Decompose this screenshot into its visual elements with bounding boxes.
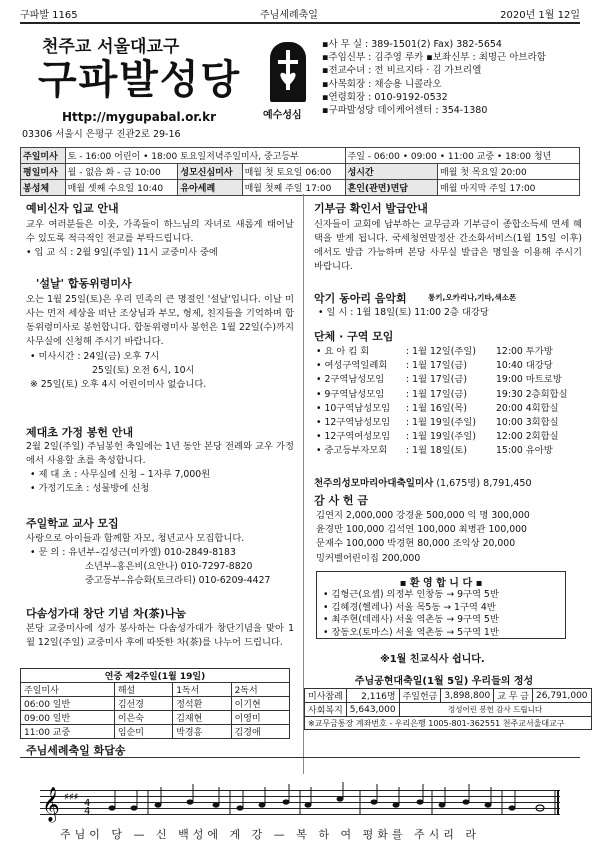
- hymn-rule: [20, 757, 580, 758]
- page-header: [20, 6, 580, 20]
- table-cell: 26,791,000: [533, 689, 592, 703]
- list-item: 25일(토) 오전 6시, 10시: [92, 365, 195, 377]
- section-title: 주일학교 교사 모집: [26, 517, 119, 530]
- section-body: 신자들이 교회에 납부하는 교무금과 기부금이 종합소득세 면세 혜택을 받게 됩니다. 국세청연말정산 간소화서비스(1월 15일 이후)에서도 발급 가능하며 본당 사무실 발급은 명일을 이용해 주시기 바랍니다.: [314, 219, 582, 272]
- list-item: • 12구역남성모임 : 1월 19일(주일) 10:00 3회합실: [316, 417, 559, 429]
- parish-name: 구파발성당: [38, 57, 242, 103]
- table-cell: 이은숙: [114, 711, 172, 725]
- ministry-title: 연중 제2주일(1월 19일): [21, 669, 290, 683]
- emblem-label: 예수성심: [263, 110, 302, 121]
- table-row: [21, 164, 580, 180]
- info-line: ▪전교수녀 : 전 비르지타 · 김 가브리엘: [322, 65, 482, 77]
- info-line: ▪구파발성당 데이케어센터 : 354-1380: [322, 105, 488, 117]
- list-item: 윤경만 100,000 김석연 100,000 최병관 100,000: [316, 524, 527, 536]
- table-row: [21, 725, 290, 739]
- issue-date: 2020년 1월 12일: [500, 10, 580, 21]
- svg-text:♯♯♯: ♯♯♯: [64, 792, 79, 803]
- table-row: [305, 703, 592, 717]
- section-body: 사랑으로 아이들과 함께할 자모, 청년교사 모집합니다.: [26, 533, 245, 544]
- section-title: 감 사 헌 금: [314, 494, 368, 507]
- schedule-cell: 매월 마지막 주일 17:00: [438, 180, 580, 196]
- diocese-label: 천주교 서울대교구: [42, 37, 180, 57]
- table-cell: 3,898,800: [441, 689, 494, 703]
- table-cell: 사회복지: [305, 703, 347, 717]
- welcome-title: ▪ 환 영 합 니 다 ▪: [399, 578, 483, 589]
- welcome-box: [316, 571, 566, 639]
- table-header: 1독서: [173, 683, 231, 697]
- section-title: 기부금 확인서 발급안내: [314, 202, 428, 215]
- schedule-label: 평일미사: [21, 164, 66, 180]
- section-title: 다솜성가대 창단 기념 차(茶)나눔: [26, 607, 187, 620]
- music-instruments: 통키,오카리나,기타,색소폰: [428, 293, 517, 302]
- table-cell: 06:00 일반: [21, 697, 115, 711]
- hymn-title: 주님세례축일 화답송: [26, 744, 126, 757]
- list-item: • 최주현(데레사) 서울 역촌동 → 9구역 5반: [323, 614, 499, 625]
- section-item: • 입 교 식 : 2월 9일(주일) 11시 교중미사 중에: [26, 247, 218, 258]
- bank-account-note: ※교무금통장 계좌번호 - 우리은행 1005-801-362551 천주교서울대교구: [305, 717, 592, 730]
- group-meetings-list: [316, 345, 582, 459]
- offering-title: 주님공현대축일(1월 5일) 우리들의 정성: [354, 676, 534, 687]
- schedule-cell: 매월 첫 목요일 20:00: [438, 164, 580, 180]
- parish-url[interactable]: Http://mygupabal.or.kr: [62, 110, 217, 124]
- svg-text:𝄞: 𝄞: [42, 787, 60, 822]
- schedule-label: 성모신심미사: [178, 164, 242, 180]
- list-item: • 제 대 초 : 사무실에 신청 – 1자루 7,000원: [30, 469, 211, 480]
- list-item: 소년부–홍은비(요안나) 010-7297-8820: [85, 561, 253, 573]
- list-item: • 10구역남성모임 : 1월 16일(목) 20:00 4회합실: [316, 402, 559, 414]
- section-body: 오는 1월 25일(토)은 우리 민족의 큰 명절인 '설날'입니다. 이날 미사는 먼저 세상을 떠난 조상님과 부모, 형제, 친지들을 기억하며 합동위령미사로 봉헌합니다. 합동위령미사 봉헌은 1월 22일(수)까지 사무실에 신청해 주시기 바랍니다.: [26, 294, 294, 347]
- offering-table: [304, 688, 592, 730]
- section-title: 단체 · 구역 모임: [314, 330, 394, 343]
- section-title: 제대초 가정 봉헌 안내: [26, 426, 134, 439]
- list-item: • 가정기도초 : 성물방에 신청: [30, 483, 150, 495]
- section-body: 교우 여러분들은 이웃, 가족들이 하느님의 자녀로 새롭게 태어날 수 있도록 적극적인 전교를 부탁드립니다.: [26, 219, 294, 244]
- list-item: • 중고등부자모회 : 1월 18일(토) 15:00 유아방: [316, 445, 553, 457]
- table-row: [305, 717, 592, 730]
- list-item: • 미사시간 : 24일(금) 오후 7시: [30, 351, 160, 362]
- list-item: • 장동오(토마스) 서울 역촌동 → 5구역 1반: [323, 626, 499, 638]
- schedule-label: 주일미사: [21, 148, 66, 164]
- list-item: • 9구역남성모임 : 1월 17일(금) 19:30 2층회합실: [316, 388, 568, 400]
- parish-info: [322, 38, 584, 117]
- table-header: 해설: [114, 683, 172, 697]
- info-line: ▪연령회장 : 010-9192-0532: [322, 91, 448, 103]
- schedule-cell: 매월 첫 토요일 06:00: [242, 164, 345, 180]
- schedule-label: 봉성체: [21, 180, 66, 196]
- table-cell: 미사참례: [305, 689, 347, 703]
- music-staff: [40, 787, 560, 822]
- section-body: 2월 2일(주일) 주님봉헌 축일에는 1년 동안 본당 전례와 교우 가정에서 사용할 초를 축성합니다.: [26, 441, 294, 466]
- list-item: • 여성구역일례회 : 1월 17일(금) 10:40 대강당: [316, 360, 553, 372]
- svg-text:4: 4: [84, 798, 91, 809]
- section-body: 본당 교중미사에 성가 봉사하는 다솜성가대가 창단기념을 맞아 1월 12일(주일) 교중미사 후에 따뜻한 차(茶)를 나누어 드립니다.: [26, 623, 294, 648]
- table-row: [21, 683, 290, 697]
- schedule-cell: 매월 첫째 주일 17:00: [242, 180, 345, 196]
- table-cell: 정성어린 봉헌 감사 드립니다: [399, 703, 591, 717]
- list-item: 중고등부–유승화(토크라티) 010-6209-4427: [85, 575, 271, 587]
- hymn-lyrics: 주님이 당 — 신 백성에 게 강 — 복 하 여 평화를 주시리 라: [60, 828, 480, 841]
- list-item: • 2구역남성모임 : 1월 17일(금) 19:00 마트로방: [316, 374, 562, 386]
- schedule-cell: 월 - 없음 화 - 금 10:00: [65, 164, 178, 180]
- table-cell: 김경애: [231, 725, 289, 739]
- schedule-label: 유아세례: [178, 180, 242, 196]
- table-row: [21, 711, 290, 725]
- section-item: • 일 시 : 1월 18일(토) 11:00 2층 대강당: [318, 307, 489, 318]
- first-communion-notice: ※1월 친교식사 쉽니다.: [380, 654, 485, 665]
- table-row: [305, 689, 592, 703]
- list-item: 김연지 2,000,000 강경윤 500,000 익 명 300,000: [316, 510, 530, 521]
- list-item: 밍커벨어린이집 200,000: [316, 552, 421, 564]
- table-cell: 정석환: [173, 697, 231, 711]
- sacred-heart-emblem-icon: [270, 42, 306, 102]
- ministry-table: [20, 668, 290, 739]
- table-header: 주일미사: [21, 683, 115, 697]
- table-row: [21, 180, 580, 196]
- table-cell: 11:00 교중: [21, 725, 115, 739]
- table-cell: 임순미: [114, 725, 172, 739]
- schedule-cell: 매월 셋째 수요일 10:40: [65, 180, 178, 196]
- feast-name: 주님세례축일: [260, 10, 318, 21]
- table-cell: 2,116명: [346, 689, 399, 703]
- sunday-school-items: [30, 546, 270, 589]
- table-cell: 박경흥: [173, 725, 231, 739]
- thanks-offering-list: [316, 509, 530, 566]
- list-item: • 12구역여성모임 : 1월 19일(주일) 12:00 2회합실: [316, 431, 559, 443]
- table-row: [21, 148, 580, 164]
- info-line: ▪사목회장 : 채승용 니콜라오: [322, 78, 442, 90]
- table-cell: 이영미: [231, 711, 289, 725]
- table-cell: 이기현: [231, 697, 289, 711]
- schedule-label: 성시간: [345, 164, 437, 180]
- table-header: 2독서: [231, 683, 289, 697]
- svg-text:4: 4: [84, 806, 91, 817]
- welcome-list: [317, 589, 565, 639]
- list-item: 문재수 100,000 박경현 80,000 조익상 20,000: [316, 538, 516, 550]
- mass-schedule-table: [20, 147, 580, 196]
- info-line: ▪주임신부 : 김주영 루카 ▪보좌신부 : 최명근 아브라함: [322, 52, 546, 64]
- list-item: • 문 의 : 유년부–김성근(미카엘) 010-2849-8183: [30, 547, 236, 558]
- header-rule: [20, 22, 580, 24]
- table-cell: 5,643,000: [346, 703, 399, 717]
- table-row: [21, 669, 290, 683]
- section-title: 예비신자 입교 안내: [26, 202, 119, 215]
- section-title: '설날' 합동위령미사: [36, 277, 132, 290]
- list-item: • 김혜경(헬레나) 서울 목5동 → 1구역 4반: [323, 601, 496, 613]
- column-divider: [303, 194, 304, 774]
- table-row: [21, 697, 290, 711]
- schedule-cell: 주일 - 06:00 • 09:00 • 11:00 교중 • 18:00 청년: [345, 148, 579, 164]
- table-cell: 주일헌금: [399, 689, 441, 703]
- list-item: • 요 아 킴 회 : 1월 12일(주일) 12:00 투가방: [316, 346, 553, 357]
- section-title: 악기 동아리 음악회: [314, 292, 407, 305]
- parish-address: 03306 서울시 은평구 진관2로 29-16: [22, 129, 181, 140]
- music-notes-icon: [40, 782, 560, 824]
- mary-feast-offering: 천주의성모마리아대축일미사 (1,675명) 8,791,450: [314, 478, 532, 489]
- schedule-label: 혼인(관면)면담: [345, 180, 437, 196]
- list-item: • 김형근(요셉) 의정부 인창동 → 9구역 5반: [323, 589, 499, 600]
- seollal-items: [30, 350, 206, 393]
- table-cell: 교 무 금: [494, 689, 533, 703]
- schedule-cell: 토 - 16:00 어린이 • 18:00 토요일저녁주일미사, 중고등부: [65, 148, 345, 164]
- info-line: ▪사 무 실 : 389-1501(2) Fax) 382-5654: [322, 39, 502, 50]
- table-cell: 09:00 일반: [21, 711, 115, 725]
- table-cell: 김재현: [173, 711, 231, 725]
- table-cell: 김선경: [114, 697, 172, 711]
- list-item: ※ 25일(토) 오후 4시 어린이미사 없습니다.: [30, 379, 207, 391]
- issue-number: 구파발 1165: [20, 10, 78, 21]
- blessing-items: [30, 468, 210, 496]
